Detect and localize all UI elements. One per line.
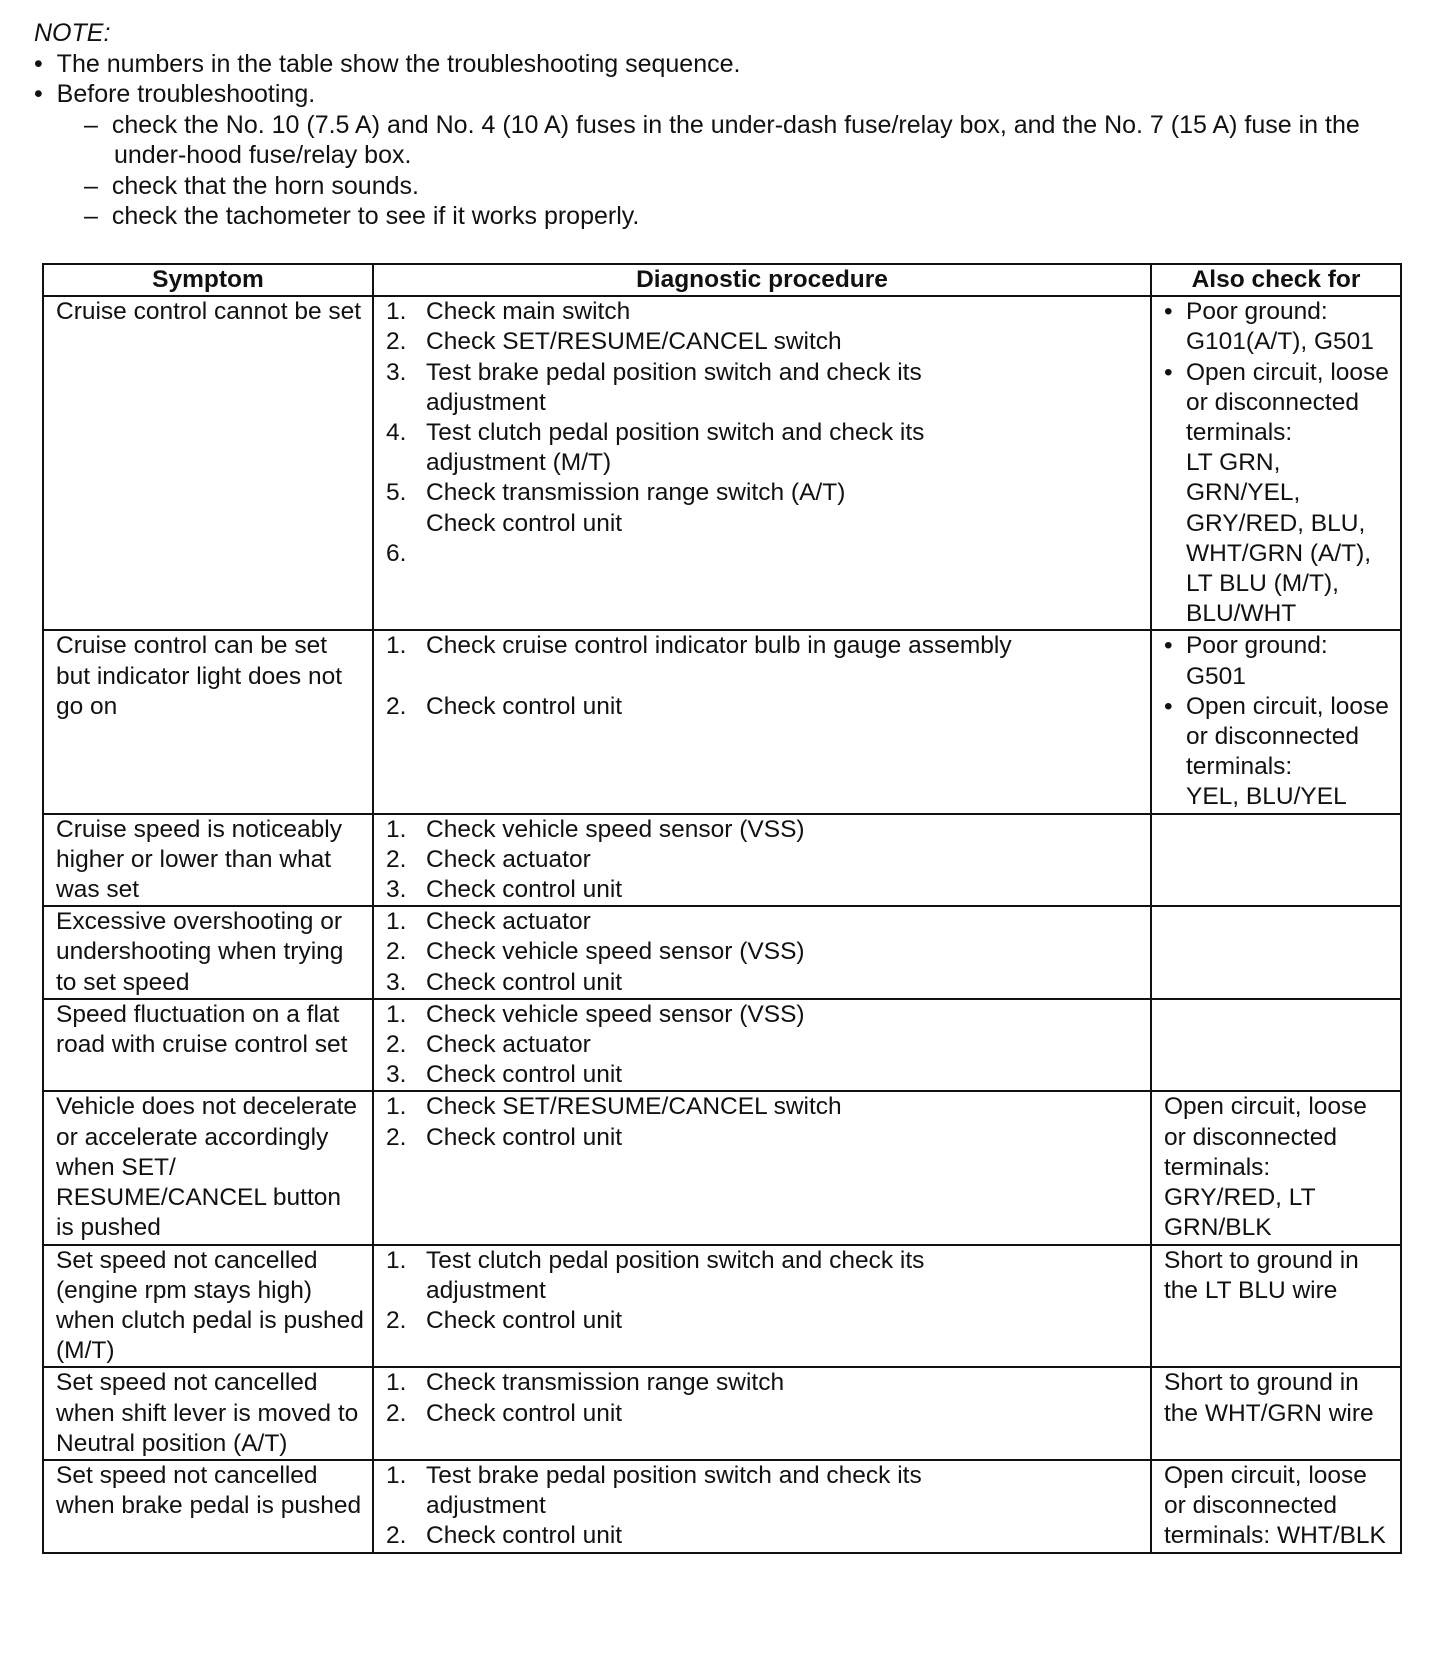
- table-row: [43, 906, 1401, 999]
- bullet-glyph: •: [1164, 692, 1173, 720]
- step-text: Check vehicle speed sensor (VSS): [426, 1000, 805, 1028]
- table-row: [43, 1245, 1401, 1368]
- procedure-cell: [373, 999, 1151, 1092]
- also-check-cell: [1151, 296, 1401, 630]
- also-check-cell: [1151, 999, 1401, 1092]
- step-number: 1.: [386, 1246, 407, 1274]
- step-text: Test clutch pedal position switch and check its adjustment: [426, 1246, 925, 1304]
- procedure-step: [386, 1246, 1142, 1306]
- note-bullet-text: The numbers in the table show the troubleshooting sequence.: [56, 49, 741, 78]
- table-row: [43, 1367, 1401, 1460]
- step-text: Check cruise control indicator bulb in gauge assembly: [426, 632, 1012, 660]
- procedure-step: [386, 1030, 1142, 1060]
- also-check-detail: G501: [1186, 662, 1246, 690]
- procedure-step: [386, 692, 1142, 722]
- procedure-step: [386, 1306, 1142, 1336]
- symptom-cell: Vehicle does not decelerate or accelerate accordingly when SET/ RESUME/CANCEL button is pushed: [43, 1091, 373, 1244]
- procedure-cell: [373, 1367, 1151, 1460]
- note-subitem: [84, 110, 1414, 171]
- bullet-glyph: •: [1164, 632, 1173, 660]
- step-number: 2.: [386, 1031, 407, 1059]
- step-number: 1.: [386, 815, 407, 843]
- step-number: 1.: [386, 908, 407, 936]
- step-text: Test brake pedal position switch and check its adjustment: [426, 1461, 922, 1520]
- symptom-cell: Cruise control cannot be set: [43, 296, 373, 630]
- also-check-detail: G101(A/T), G501: [1186, 328, 1374, 356]
- dash-glyph: –: [84, 202, 98, 230]
- step-number: 1.: [386, 632, 407, 660]
- step-text: Test brake pedal position switch and check its adjustment: [426, 358, 922, 416]
- step-number: 2.: [386, 692, 407, 720]
- step-text: Check actuator: [426, 1031, 591, 1059]
- procedure-cell: [373, 1460, 1151, 1553]
- procedure-step: [386, 1368, 1142, 1398]
- procedure-step: [386, 875, 1142, 905]
- step-number: 1.: [386, 1093, 407, 1121]
- procedure-step: [386, 1123, 1142, 1153]
- step-number: 3.: [386, 1061, 407, 1089]
- step-number: 2.: [386, 1123, 407, 1151]
- also-check-label: Poor ground:: [1186, 632, 1328, 660]
- note-subitem-text: check the No. 10 (7.5 A) and No. 4 (10 A) fuses in the under-dash fuse/relay box, and the No. 7 (15 A) fuse in the under-hood fuse/relay box.: [111, 110, 1360, 169]
- procedure-step: [386, 327, 1142, 357]
- also-check-label: Open circuit, loose or disconnected terminals:: [1186, 692, 1389, 781]
- symptom-cell: Set speed not cancelled when brake pedal is pushed: [43, 1460, 373, 1553]
- procedure-step: [386, 1399, 1142, 1429]
- note-subitem-text: check the tachometer to see if it works properly.: [111, 202, 640, 230]
- also-check-detail: YEL, BLU/YEL: [1186, 783, 1347, 811]
- note-subitem: [84, 201, 1414, 232]
- also-check-item: [1164, 631, 1392, 661]
- header-diagnostic-procedure: Diagnostic procedure: [373, 264, 1151, 296]
- step-text: Check control unit: [426, 1306, 623, 1334]
- step-text: Check control unit: [426, 1061, 623, 1089]
- step-text: Check transmission range switch (A/T): [426, 479, 846, 507]
- symptom-cell: Excessive overshooting or undershooting when trying to set speed: [43, 906, 373, 999]
- also-check-item: [1164, 358, 1392, 449]
- table-row: [43, 1460, 1401, 1553]
- dash-glyph: –: [84, 171, 98, 200]
- step-number: 6.: [386, 539, 407, 567]
- step-text: Check SET/RESUME/CANCEL switch: [426, 1093, 842, 1121]
- step-number: 2.: [386, 1306, 407, 1334]
- bullet-glyph: •: [34, 49, 43, 78]
- step-text: Check control unit: [426, 968, 623, 996]
- procedure-cell: [373, 296, 1151, 630]
- step-text: Check actuator: [426, 908, 591, 936]
- header-also-check-for: Also check for: [1151, 264, 1401, 296]
- procedure-step: [386, 968, 1142, 998]
- procedure-extra-line: Check control unit: [426, 509, 623, 537]
- step-text: Check main switch: [426, 298, 631, 326]
- step-text: Check vehicle speed sensor (VSS): [426, 938, 805, 966]
- procedure-step: [386, 358, 1142, 418]
- also-check-cell: Open circuit, loose or disconnected terminals: WHT/BLK: [1151, 1460, 1401, 1553]
- procedure-step: [386, 539, 1142, 569]
- step-text: Check control unit: [426, 1123, 623, 1151]
- step-number: 1.: [386, 1369, 407, 1397]
- step-text: Check transmission range switch: [426, 1369, 785, 1397]
- step-number: 2.: [386, 938, 407, 966]
- procedure-step: [386, 297, 1142, 327]
- procedure-step: [386, 1060, 1142, 1090]
- procedure-cell: [373, 906, 1151, 999]
- procedure-step: [386, 845, 1142, 875]
- step-number: 4.: [386, 419, 407, 447]
- spacer: [386, 662, 1142, 692]
- procedure-cell: [373, 1091, 1151, 1244]
- symptom-cell: Cruise control can be set but indicator light does not go on: [43, 630, 373, 813]
- also-check-item: [1164, 692, 1392, 783]
- table-header-row: [43, 264, 1401, 296]
- procedure-step: [386, 1000, 1142, 1030]
- symptom-cell: Set speed not cancelled when shift lever is moved to Neutral position (A/T): [43, 1367, 373, 1460]
- step-text: Check actuator: [426, 845, 591, 873]
- table-row: [43, 296, 1401, 630]
- step-text: Check vehicle speed sensor (VSS): [426, 815, 805, 843]
- also-check-cell: Short to ground in the LT BLU wire: [1151, 1245, 1401, 1368]
- note-subitem: [84, 171, 1414, 202]
- symptom-cell: Set speed not cancelled (engine rpm stays high) when clutch pedal is pushed (M/T): [43, 1245, 373, 1368]
- procedure-cell: [373, 814, 1151, 907]
- step-number: 2.: [386, 845, 407, 873]
- step-number: 2.: [386, 328, 407, 356]
- table-row: [43, 814, 1401, 907]
- also-check-cell: [1151, 630, 1401, 813]
- step-text: Check SET/RESUME/CANCEL switch: [426, 328, 842, 356]
- symptom-cell: Cruise speed is noticeably higher or lower than what was set: [43, 814, 373, 907]
- step-number: 2.: [386, 1399, 407, 1427]
- note-subitem-text: check that the horn sounds.: [111, 171, 419, 200]
- note-bullet: [34, 49, 1414, 80]
- also-check-cell: [1151, 906, 1401, 999]
- step-text: Test clutch pedal position switch and check its adjustment (M/T): [426, 419, 925, 477]
- also-check-item: [1164, 297, 1392, 327]
- step-text: Check control unit: [426, 692, 623, 720]
- troubleshooting-table: [42, 263, 1402, 1554]
- note-subitems: [34, 110, 1414, 232]
- step-text: Check control unit: [426, 1522, 623, 1550]
- note-bullet: [34, 79, 1414, 110]
- procedure-step: [386, 631, 1142, 661]
- step-number: 3.: [386, 358, 407, 386]
- dash-glyph: –: [84, 110, 98, 139]
- step-number: 1.: [386, 298, 407, 326]
- also-check-cell: Short to ground in the WHT/GRN wire: [1151, 1367, 1401, 1460]
- symptom-cell: Speed fluctuation on a flat road with cruise control set: [43, 999, 373, 1092]
- header-symptom: Symptom: [43, 264, 373, 296]
- procedure-step: [386, 1521, 1142, 1551]
- procedure-step: [386, 1461, 1142, 1521]
- procedure-cell: [373, 630, 1151, 813]
- procedure-cell: [373, 1245, 1151, 1368]
- also-check-cell: Open circuit, loose or disconnected terminals: GRY/RED, LT GRN/BLK: [1151, 1091, 1401, 1244]
- bullet-glyph: •: [1164, 298, 1173, 326]
- step-number: 1.: [386, 1000, 407, 1028]
- table-row: [43, 1091, 1401, 1244]
- step-number: 3.: [386, 876, 407, 904]
- note-bullet-text: Before troubleshooting.: [56, 80, 316, 108]
- step-number: 3.: [386, 968, 407, 996]
- also-check-label: Poor ground:: [1186, 298, 1328, 326]
- procedure-step: [386, 937, 1142, 967]
- procedure-step: [386, 418, 1142, 478]
- step-number: 5.: [386, 479, 407, 507]
- procedure-step: [386, 907, 1142, 937]
- also-check-label: Open circuit, loose or disconnected terminals:: [1186, 358, 1389, 447]
- note-section: [34, 18, 1414, 232]
- procedure-step: [386, 478, 1142, 508]
- step-text: Check control unit: [426, 876, 623, 904]
- procedure-step: [386, 815, 1142, 845]
- step-text: Check control unit: [426, 1399, 623, 1427]
- step-number: 1.: [386, 1461, 407, 1489]
- bullet-glyph: •: [1164, 358, 1173, 386]
- procedure-step: [386, 1092, 1142, 1122]
- also-check-cell: [1151, 814, 1401, 907]
- step-number: 2.: [386, 1522, 407, 1550]
- table-row: [43, 999, 1401, 1092]
- also-check-detail: LT GRN, GRN/YEL, GRY/RED, BLU, WHT/GRN (A/T), LT BLU (M/T), BLU/WHT: [1186, 449, 1372, 628]
- bullet-glyph: •: [34, 80, 43, 108]
- note-title: NOTE:: [34, 19, 111, 47]
- table-row: [43, 630, 1401, 813]
